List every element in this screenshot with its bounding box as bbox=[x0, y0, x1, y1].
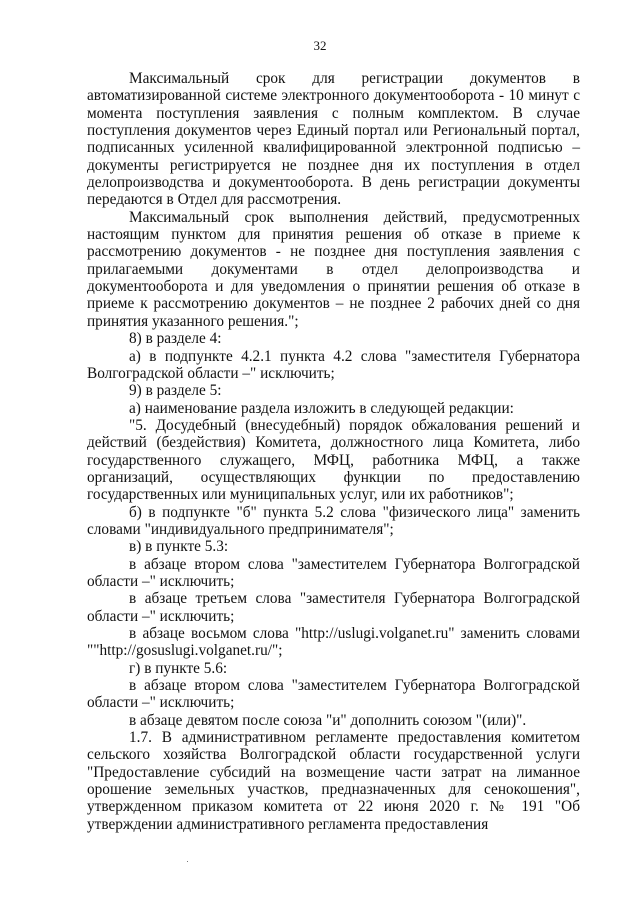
paragraph-5-3-third: в абзаце третьем слова "заместителя Губернатора Волгоградской области –" исключить; bbox=[87, 590, 580, 625]
page-number: 32 bbox=[313, 38, 327, 53]
paragraph-5-6-second: в абзаце втором слова "заместителем Губернатора Волгоградской области –" исключить; bbox=[87, 677, 580, 712]
paragraph-item-8a: а) в подпункте 4.2.1 пункта 4.2 слова "заместителя Губернатора Волгоградской области –" исключить; bbox=[87, 347, 580, 382]
paragraph-5-3-eighth: в абзаце восьмом слова "http://uslugi.volganet.ru" заменить словами ""http://gosuslugi.volganet.ru/"; bbox=[87, 625, 580, 660]
paragraph-item-9g: г) в пункте 5.6: bbox=[129, 659, 228, 677]
paragraph-5-3-second: в абзаце втором слова "заместителем Губернатора Волгоградской области –" исключить; bbox=[87, 555, 580, 590]
scan-speck bbox=[187, 861, 188, 862]
paragraph-item-9b: б) в подпункте "б" пункта 5.2 слова "физического лица" заменить словами "индивидуального предпринимателя"; bbox=[87, 503, 580, 538]
paragraph-item-9a: а) наименование раздела изложить в следующей редакции: bbox=[129, 399, 514, 417]
paragraph-item-8: 8) в разделе 4: bbox=[129, 330, 222, 348]
document-body bbox=[87, 70, 580, 833]
paragraph-item-9v: в) в пункте 5.3: bbox=[129, 538, 229, 556]
paragraph-registration-deadline: Максимальный срок для регистрации документов в автоматизированной системе электронного документооборота - 10 минут с момента поступления заявления с полным комплектом. В случае поступления документов через Единый портал или Региональный портал, подписанных усиленной квалифицированной электронной подписью – документы регистрируется не позднее дня их поступления в отдел делопроизводства и документооборота. В день регистрации документы передаются в Отдел для рассмотрения. bbox=[87, 70, 580, 209]
paragraph-item-9: 9) в разделе 5: bbox=[129, 382, 222, 400]
paragraph-1-7: 1.7. В административном регламенте предоставления комитетом сельского хозяйства Волгоградской области государственной услуги "Предоставление субсидий на возмещение части затрат на лиманное орошение земельных участков, предназначенных для сенокошения", утвержденном приказом комитета от 22 июня 2020 г. № 191 "Об утверждении административного регламента предоставления bbox=[87, 729, 580, 833]
paragraph-refusal-deadline: Максимальный срок выполнения действий, предусмотренных настоящим пунктом для принятия решения об отказе в приеме к рассмотрению документов - не позднее дня поступления заявления с прилагаемыми документами в отдел делопроизводства и документооборота и для уведомления о принятии решения об отказе в приеме к рассмотрению документов – не позднее 2 рабочих дней со дня принятия указанного решения."; bbox=[87, 208, 580, 330]
paragraph-section-5-title: "5. Досудебный (внесудебный) порядок обжалования решений и действий (бездействия) Комитета, должностного лица Комитета, либо государственного служащего, МФЦ, работника МФЦ, а также организаций, осуществляющих функции по предоставлению государственных или муниципальных услуг, или их работников"; bbox=[87, 416, 580, 504]
paragraph-5-6-ninth: в абзаце девятом после союза "и" дополнить союзом "(или)". bbox=[129, 711, 527, 729]
